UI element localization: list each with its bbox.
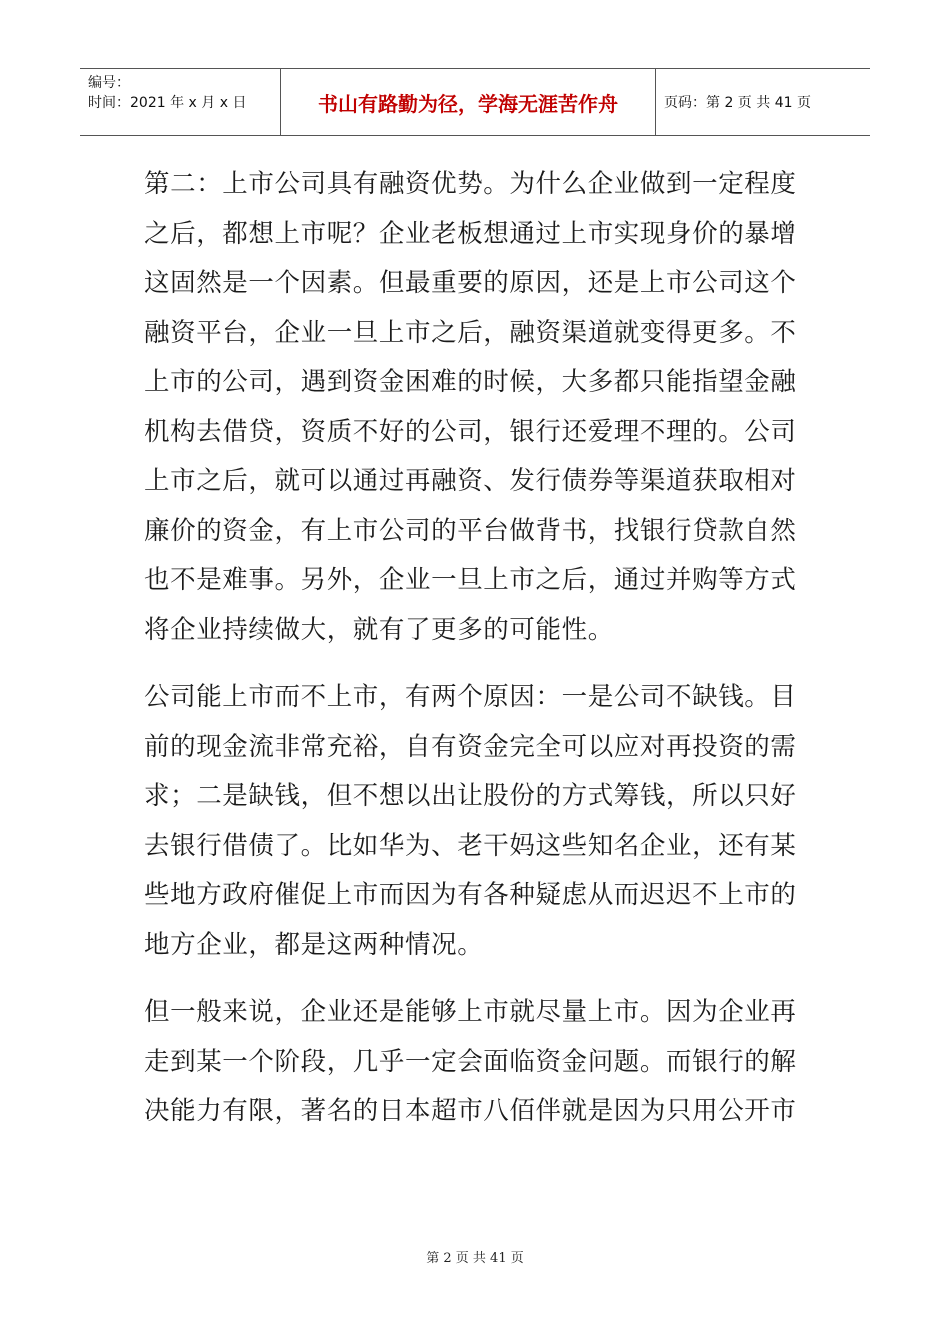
- document-header: [80, 68, 870, 136]
- header-meta: [88, 73, 246, 113]
- paragraph: 公司能上市而不上市，有两个原因：一是公司不缺钱。目前的现金流非常充裕，自有资金完全可以应对再投资的需求；二是缺钱，但不想以出让股份的方式筹钱，所以只好去银行借债了。比如华为、老干妈这些知名企业，还有某些地方政府催促上市而因为有各种疑虑从而迟迟不上市的地方企业，都是这两种情况。: [144, 682, 797, 960]
- page-footer: 第 2 页 共 41 页: [426, 1251, 524, 1266]
- document-body: [144, 160, 808, 1155]
- header-divider: [280, 69, 281, 135]
- date-label: 时间：2021 年 x 月 x 日: [88, 95, 247, 111]
- header-divider: [655, 69, 656, 135]
- paragraph: 但一般来说，企业还是能够上市就尽量上市。因为企业再走到某一个阶段，几乎一定会面临资金问题。而银行的解决能力有限，著名的日本超市八佰伴就是因为只用公开市: [144, 997, 797, 1126]
- header-motto: 书山有路勤为径，学海无涯苦作舟: [318, 91, 618, 116]
- header-page-info: 页码：第 2 页 共 41 页: [664, 95, 811, 111]
- serial-number-label: 编号：: [88, 75, 130, 91]
- paragraph: 第二：上市公司具有融资优势。为什么企业做到一定程度之后，都想上市呢？企业老板想通过上市实现身价的暴增这固然是一个因素。但最重要的原因，还是上市公司这个融资平台，企业一旦上市之后，融资渠道就变得更多。不上市的公司，遇到资金困难的时候，大多都只能指望金融机构去借贷，资质不好的公司，银行还爱理不理的。公司上市之后，就可以通过再融资、发行债券等渠道获取相对廉价的资金，有上市公司的平台做背书，找银行贷款自然也不是难事。另外，企业一旦上市之后，通过并购等方式将企业持续做大，就有了更多的可能性。: [144, 169, 797, 645]
